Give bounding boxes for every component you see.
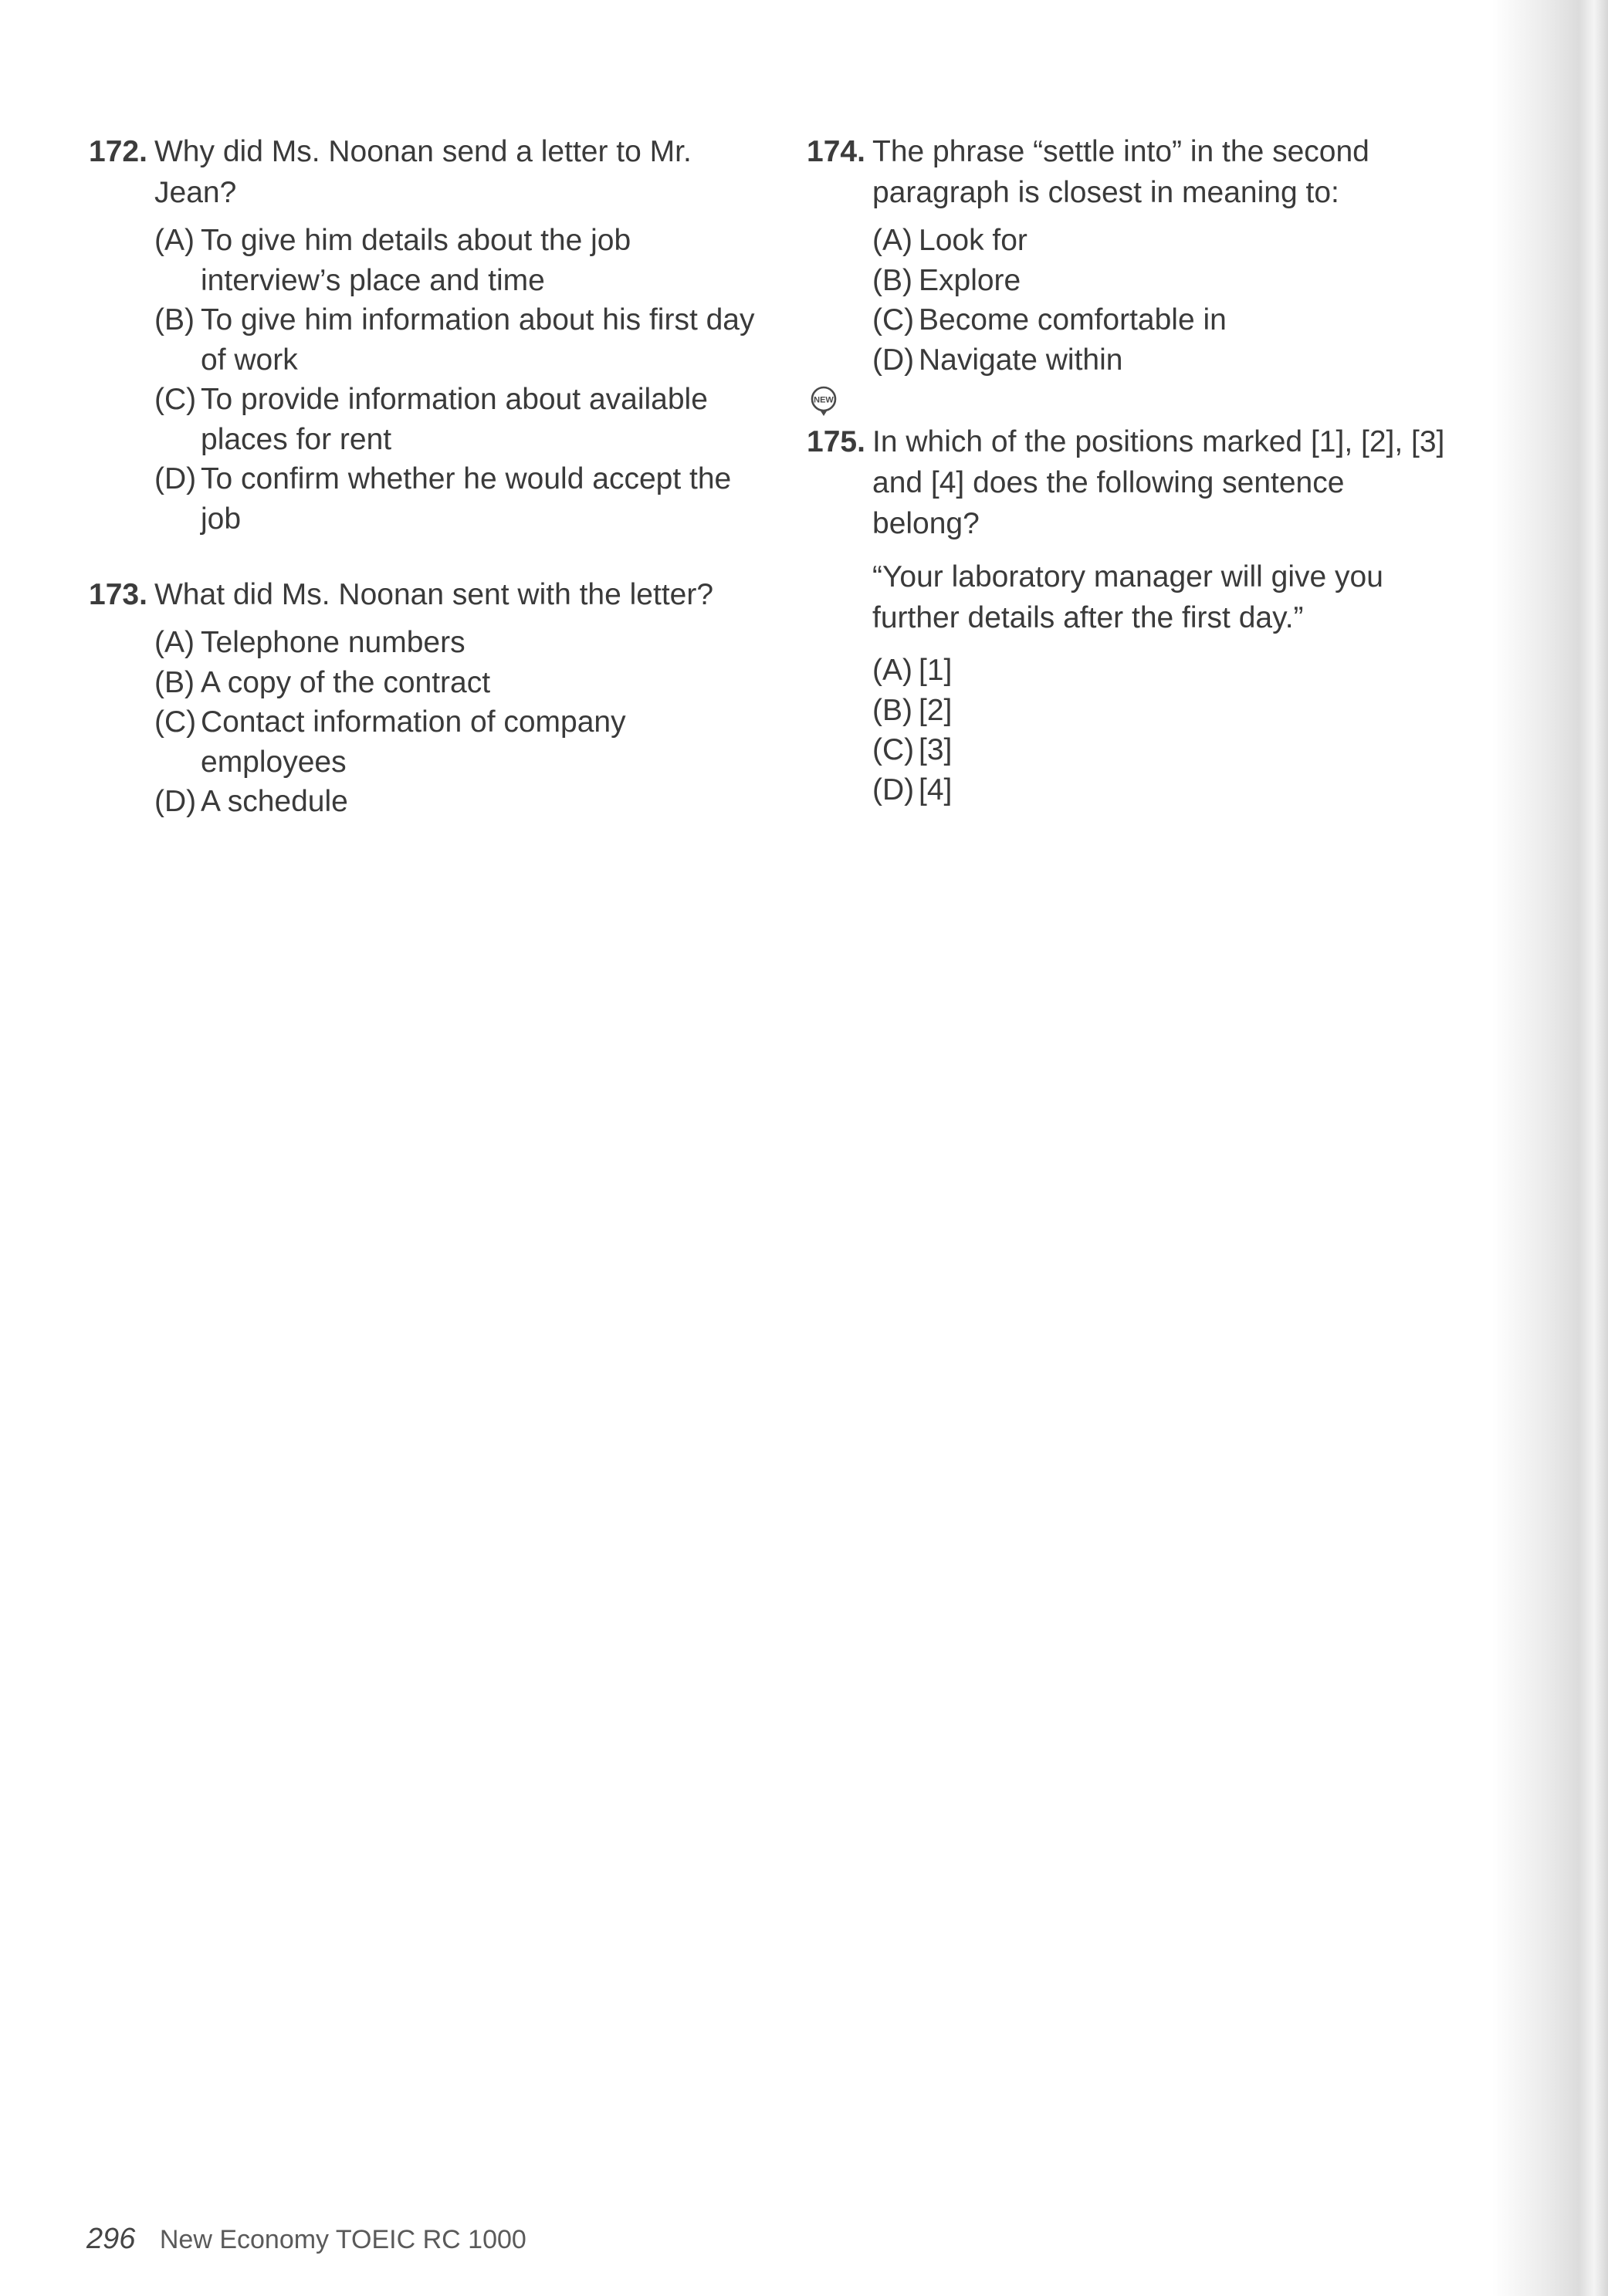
question-text: What did Ms. Noonan sent with the letter? — [154, 578, 714, 611]
book-title: New Economy TOEIC RC 1000 — [159, 2225, 526, 2254]
option-text: To give him details about the job interview’s place and time — [201, 224, 631, 297]
question-number: 173. — [89, 578, 147, 611]
option-letter: (C) — [872, 303, 915, 336]
option-text: A copy of the contract — [201, 665, 491, 699]
answer-options — [807, 221, 1447, 380]
answer-option-c[interactable] — [154, 702, 776, 782]
option-text: [2] — [919, 693, 953, 727]
question-stem — [807, 131, 1447, 213]
left-column — [89, 131, 776, 822]
option-letter: (A) — [154, 626, 195, 659]
option-text: To provide information about available places for rent — [201, 383, 708, 456]
answer-option-a[interactable] — [154, 221, 776, 300]
option-text: [3] — [919, 733, 953, 766]
option-text: To confirm whether he would accept the job — [201, 462, 732, 536]
answer-options — [89, 221, 776, 539]
answer-options — [807, 651, 1447, 810]
answer-option-b[interactable] — [872, 691, 1447, 731]
option-letter: (B) — [872, 693, 912, 727]
option-letter: (B) — [154, 303, 195, 336]
option-letter: (A) — [872, 654, 912, 687]
answer-option-d[interactable] — [154, 782, 776, 822]
option-text: To give him information about his first day of work — [201, 303, 755, 377]
question-number: 174. — [807, 135, 865, 168]
question-175 — [807, 384, 1447, 810]
option-letter: (C) — [872, 733, 915, 766]
answer-option-b[interactable] — [872, 261, 1447, 301]
page-footer — [86, 2223, 526, 2256]
new-badge-label: NEW — [814, 395, 834, 405]
option-letter: (D) — [872, 343, 915, 377]
answer-option-c[interactable] — [872, 300, 1447, 340]
option-text: [1] — [919, 654, 953, 687]
answer-option-d[interactable] — [154, 459, 776, 539]
question-stem — [89, 574, 776, 615]
question-text: In which of the positions marked [1], [2], [3] and [4] does the following sentence belong? — [872, 425, 1445, 540]
option-letter: (B) — [872, 263, 912, 297]
question-174 — [807, 131, 1447, 380]
answer-option-d[interactable] — [872, 340, 1447, 380]
option-letter: (D) — [154, 785, 197, 818]
answer-option-c[interactable] — [872, 730, 1447, 770]
question-stem — [807, 421, 1447, 544]
answer-option-b[interactable] — [154, 663, 776, 703]
option-letter: (D) — [872, 773, 915, 806]
option-letter: (B) — [154, 665, 195, 699]
answer-option-b[interactable] — [154, 300, 776, 380]
question-text: The phrase “settle into” in the second paragraph is closest in meaning to: — [872, 135, 1369, 209]
option-text: Explore — [919, 263, 1021, 297]
quoted-sentence: “Your laboratory manager will give you further details after the first day.” — [872, 560, 1383, 634]
question-text: Why did Ms. Noonan send a letter to Mr. Jean? — [154, 135, 692, 209]
option-text: [4] — [919, 773, 953, 806]
question-number: 175. — [807, 425, 865, 458]
option-text: Contact information of company employees — [201, 705, 626, 779]
option-letter: (A) — [872, 224, 912, 257]
question-stem — [89, 131, 776, 213]
page-binding-shadow — [1492, 0, 1608, 2296]
question-173 — [89, 574, 776, 822]
option-letter: (C) — [154, 383, 197, 416]
answer-option-a[interactable] — [872, 221, 1447, 261]
page-number: 296 — [86, 2223, 136, 2255]
option-text: Telephone numbers — [201, 626, 465, 659]
question-number: 172. — [89, 135, 147, 168]
option-letter: (A) — [154, 224, 195, 257]
answer-option-a[interactable] — [154, 623, 776, 663]
question-172 — [89, 131, 776, 539]
option-letter: (C) — [154, 705, 197, 739]
option-text: Navigate within — [919, 343, 1123, 377]
option-letter: (D) — [154, 462, 197, 495]
option-text: A schedule — [201, 785, 348, 818]
answer-option-d[interactable] — [872, 770, 1447, 810]
right-column — [807, 131, 1447, 810]
option-text: Look for — [919, 224, 1027, 257]
new-badge-icon — [807, 384, 841, 418]
answer-option-c[interactable] — [154, 380, 776, 459]
answer-options — [89, 623, 776, 822]
option-text: Become comfortable in — [919, 303, 1227, 336]
answer-option-a[interactable] — [872, 651, 1447, 691]
